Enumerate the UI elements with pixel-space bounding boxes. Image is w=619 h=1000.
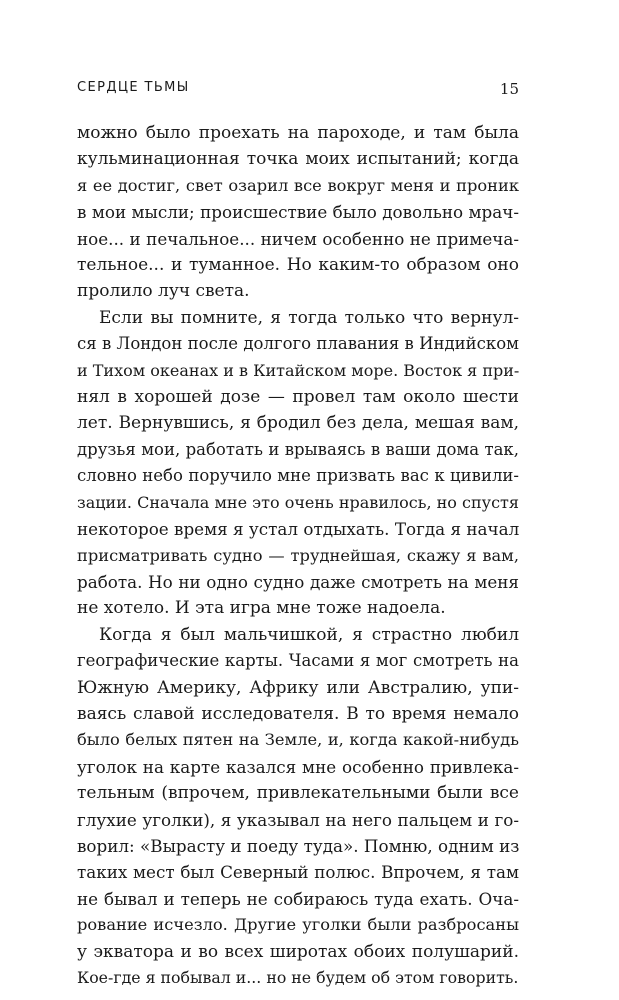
text-line: друзья мои, работать и врываясь в ваши дома так, <box>77 439 519 459</box>
text-line: глухие уголки), я указывал на него пальцем и го- <box>77 809 519 830</box>
text-line: пролило луч света. <box>77 281 250 302</box>
running-head <box>77 80 519 102</box>
text-line: работа. Но ни одно судно даже смотреть на меня <box>77 571 519 592</box>
text-line: географические карты. Часами я мог смотреть на <box>77 651 519 671</box>
text-line: у экватора и во всех широтах обоих полушарий. <box>77 941 519 962</box>
text-line: тельным (впрочем, привлекательными были все <box>77 783 519 804</box>
text-line: Кое-где я побывал и... но не будем об этом говорить. <box>77 968 519 987</box>
text-line: Если вы помните, я тогда только что вернул- <box>99 307 519 328</box>
text-line: зации. Сначала мне это очень нравилось, но спустя <box>77 492 519 512</box>
text-line: нял в хорошей дозе — провел там около шести <box>77 387 519 408</box>
page-number: 15 <box>499 80 519 98</box>
text-line: и Тихом океанах и в Китайском море. Восток я при- <box>77 360 520 380</box>
text-line: ваясь славой исследователя. В то время немало <box>77 703 519 724</box>
text-line: ворил: «Вырасту и поеду туда». Помню, одним из <box>77 835 520 856</box>
text-line: ное... и печальное... ничем особенно не примеча- <box>77 228 519 249</box>
text-line: Когда я был мальчишкой, я страстно любил <box>99 624 519 645</box>
text-line: было белых пятен на Земле, и, когда какой-нибудь <box>77 730 519 750</box>
text-line: не бывал и теперь не собираюсь туда ехать. Оча- <box>77 888 519 909</box>
text-line: лет. Вернувшись, я бродил без дела, мешая вам, <box>77 413 519 434</box>
text-line: рование исчезло. Другие уголки были разбросаны <box>77 915 519 935</box>
text-line: словно небо поручило мне призвать вас к цивили- <box>77 466 519 486</box>
text-line: в мои мысли; происшествие было довольно мрач- <box>77 202 519 223</box>
text-line: присматривать судно — труднейшая, скажу я вам, <box>77 545 519 565</box>
text-line: не хотело. И эта игра мне тоже надоела. <box>77 598 446 619</box>
text-line: некоторое время я устал отдыхать. Тогда я начал <box>77 519 520 540</box>
running-title: СЕРДЦЕ ТЬМЫ <box>77 80 190 95</box>
text-line: Южную Америку, Африку или Австралию, упи- <box>77 677 519 698</box>
text-line: таких мест был Северный полюс. Впрочем, я там <box>77 862 519 883</box>
text-line: уголок на карте казался мне особенно привлека- <box>77 756 519 777</box>
text-line: кульминационная точка моих испытаний; когда <box>77 149 519 170</box>
body-text <box>77 120 519 991</box>
text-line: можно было проехать на пароходе, и там была <box>77 123 519 143</box>
text-line: ся в Лондон после долгого плавания в Индийском <box>77 334 519 354</box>
text-line: тельное... и туманное. Но каким-то образом оно <box>77 255 519 276</box>
text-line: я ее достиг, свет озарил все вокруг меня и проник <box>77 175 519 195</box>
